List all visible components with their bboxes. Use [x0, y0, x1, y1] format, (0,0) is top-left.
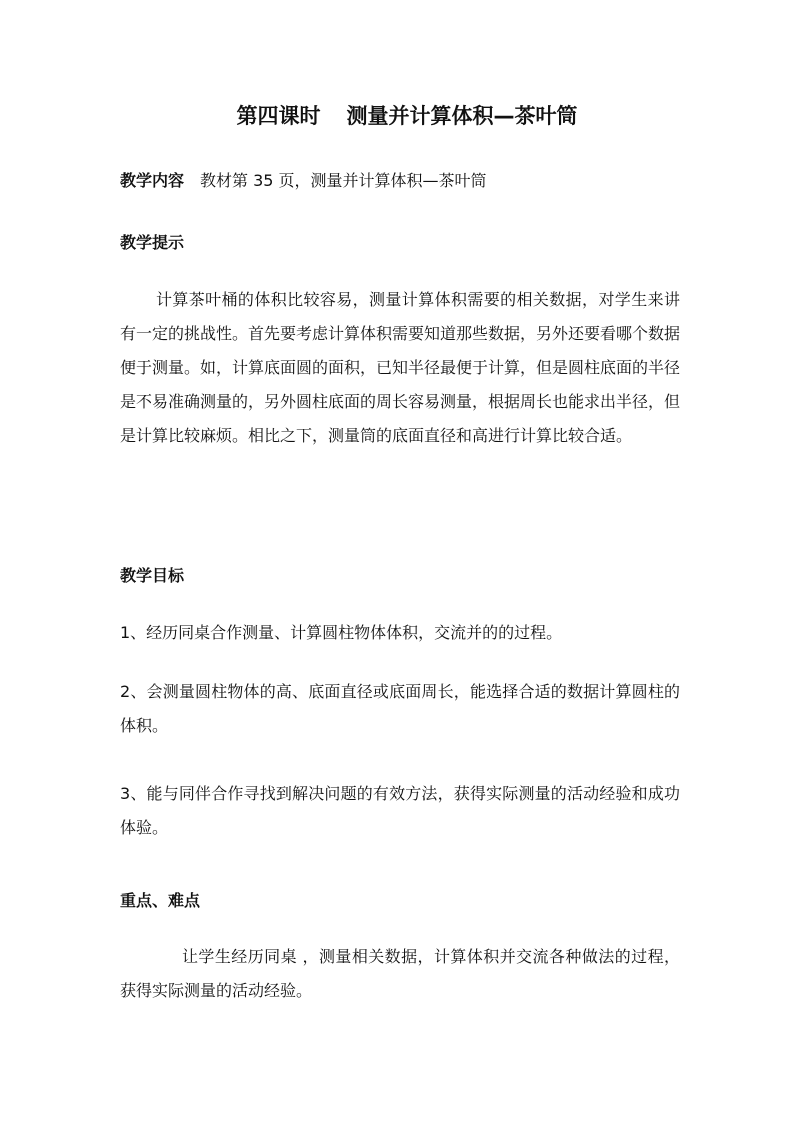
key-points-paragraph: 让学生经历同桌 ，测量相关数据，计算体积并交流各种做法的过程，获得实际测量的活动经验。 — [120, 947, 680, 1000]
lesson-number: 第四课时 — [236, 104, 321, 128]
teaching-content-line — [120, 168, 680, 191]
teaching-content-text: 教材第 35 页，测量并计算体积—茶叶筒 — [200, 171, 487, 190]
teaching-content-heading: 教学内容 — [120, 171, 185, 190]
page-title — [120, 100, 694, 130]
teaching-tips-heading: 教学提示 — [120, 233, 185, 252]
goal-item-1: 1、经历同桌合作测量、计算圆柱物体体积，交流并的的过程。 — [120, 623, 563, 642]
key-points-heading: 重点、难点 — [120, 891, 201, 910]
lesson-topic: 测量并计算体积—茶叶筒 — [346, 104, 578, 128]
teaching-goals-heading: 教学目标 — [120, 566, 185, 585]
teaching-tips-paragraph: 计算茶叶桶的体积比较容易，测量计算体积需要的相关数据，对学生来讲有一定的挑战性。首先要考虑计算体积需要知道那些数据，另外还要看哪个数据便于测量。如，计算底面圆的面积，已知半径最便于计算，但是圆柱底面的半径是不易准确测量的，另外圆柱底面的周长容易测量，根据周长也能求出半径，但是计算比较麻烦。相比之下，测量筒的底面直径和高进行计算比较合适。 — [120, 290, 681, 445]
goal-item-2: 2、会测量圆柱物体的高、底面直径或底面周长，能选择合适的数据计算圆柱的体积。 — [120, 682, 680, 735]
goal-item-3: 3、能与同伴合作寻找到解决问题的有效方法，获得实际测量的活动经验和成功体验。 — [120, 784, 680, 837]
